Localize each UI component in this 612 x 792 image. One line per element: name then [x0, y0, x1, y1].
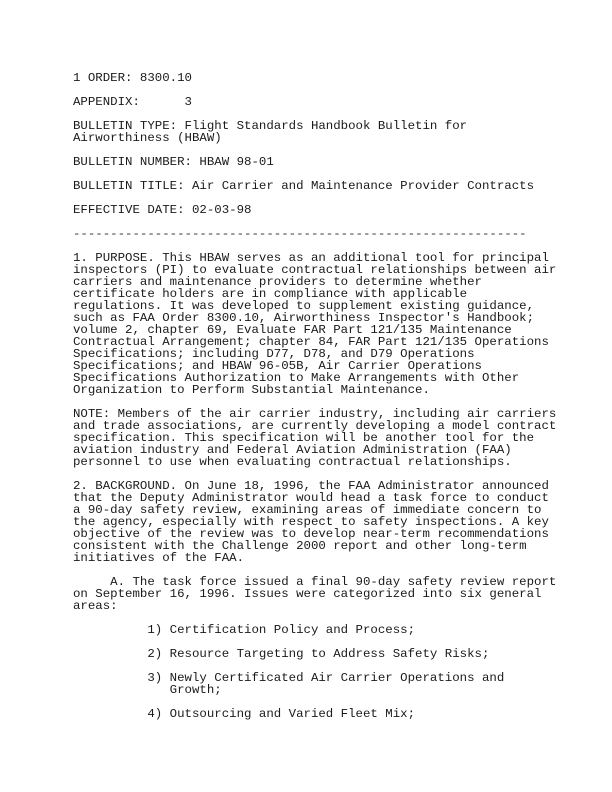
bulletin-type-line: BULLETIN TYPE: Flight Standards Handbook Bulletin for Airworthiness (HBAW)	[73, 119, 468, 145]
bulletin-number-line: BULLETIN NUMBER: HBAW 98-01	[73, 155, 274, 169]
task-force-paragraph: A. The task force issued a final 90-day safety review report on September 16, 1996. Issues were categorized into six general areas:	[73, 575, 557, 613]
section-divider: -------------------------------------------------------------	[73, 227, 527, 241]
background-paragraph: 2. BACKGROUND. On June 18, 1996, the FAA Administrator announced that the Deputy Administrator would head a task force to conduct a 90-day safety review, examining areas of immediate concern to the agency, especially with respect to safety inspections. A key objective of the review was to develop near-term recommendations consistent with the Challenge 2000 report and other long-term initiatives of the FAA.	[73, 479, 549, 565]
purpose-paragraph: 1. PURPOSE. This HBAW serves as an additional tool for principal inspectors (PI) to evaluate contractual relationships between air carriers and maintenance providers to determine whether certificate holders are in compliance with applicable regulations. It was developed to supplement existing guidance, such as FAA Order 8300.10, Airworthiness Inspector's Handbook; volume 2, chapter 69, Evaluate FAR Part 121/135 Maintenance Contractual Arrangement; chapter 84, FAR Part 121/135 Operations Specifications; including D77, D78, and D79 Operations Specifications; and HBAW 96-05B, Air Carrier Operations Specifications Authorization to Make Arrangements with Other Organization to Perform Substantial Maintenance.	[73, 251, 557, 397]
note-paragraph: NOTE: Members of the air carrier industry, including air carriers and trade associations, are currently developing a model contract specification. This specification will be another tool for the aviation industry and Federal Aviation Administration (FAA) personnel to use when evaluating contractual relationships.	[73, 407, 557, 469]
effective-date-line: EFFECTIVE DATE: 02-03-98	[73, 203, 252, 217]
list-item: 1) Certification Policy and Process;	[73, 623, 416, 637]
document-page	[73, 71, 557, 721]
order-line: 1 ORDER: 8300.10	[73, 71, 192, 85]
list-item: 3) Newly Certificated Air Carrier Operations and Growth;	[147, 671, 505, 697]
bulletin-title-line: BULLETIN TITLE: Air Carrier and Maintenance Provider Contracts	[73, 179, 535, 193]
appendix-line: APPENDIX: 3	[73, 95, 192, 109]
list-item: 2) Resource Targeting to Address Safety Risks;	[73, 647, 490, 661]
list-item: 4) Outsourcing and Varied Fleet Mix;	[73, 707, 416, 721]
